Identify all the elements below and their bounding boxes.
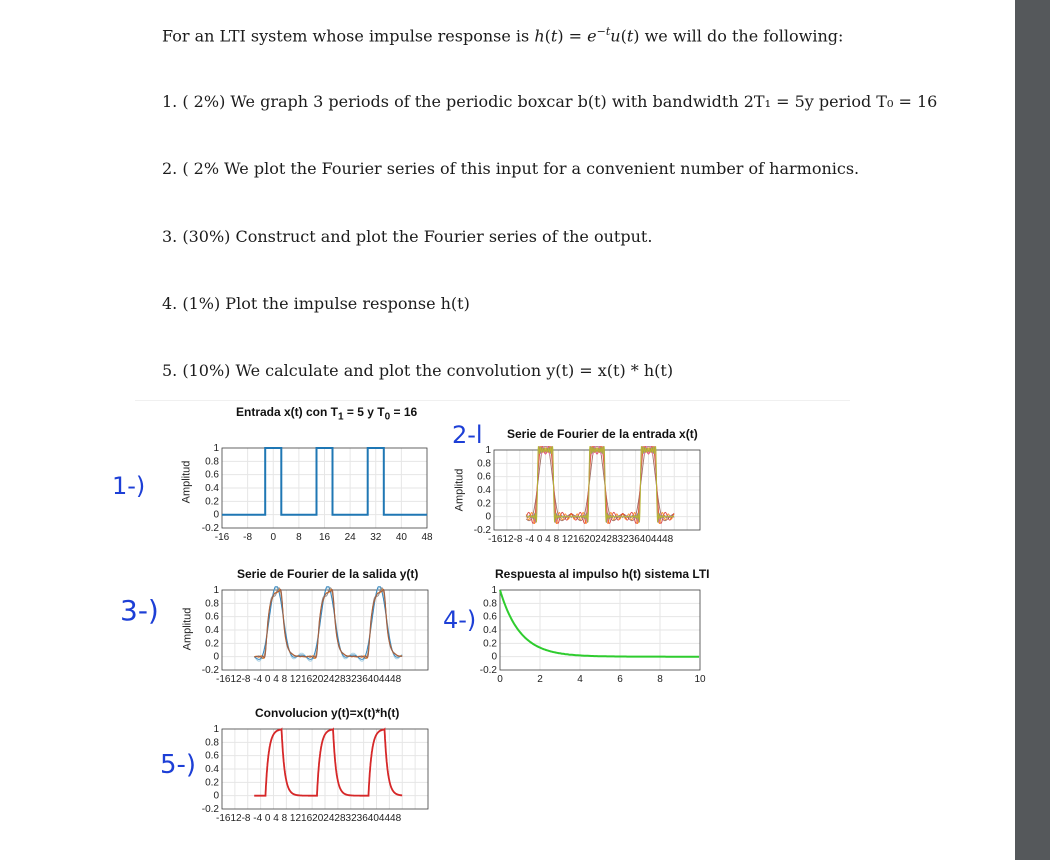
scrollbar[interactable] xyxy=(1015,0,1050,860)
y-tick-label: 0.2 xyxy=(205,496,219,508)
divider xyxy=(135,400,850,401)
x-tick-label: 8 xyxy=(657,674,663,685)
chart-convolution xyxy=(195,725,445,833)
x-tick-label: 32 xyxy=(370,532,382,543)
problem-item-4: 4. (1%) Plot the impulse response h(t) xyxy=(162,294,470,313)
y-tick-label: 0 xyxy=(485,511,491,523)
y-tick-label: 0.4 xyxy=(477,485,491,496)
y-tick-label: 0 xyxy=(213,651,219,663)
y-tick-label: -0.2 xyxy=(473,525,491,536)
problem-item-3: 3. (30%) Construct and plot the Fourier series of the output. xyxy=(162,227,653,246)
chart-output-fourier xyxy=(195,586,445,694)
y-tick-label: 0.4 xyxy=(483,625,497,636)
y-tick-label: 0 xyxy=(213,790,219,802)
y-tick-label: 1 xyxy=(213,443,219,454)
y-tick-label: 0.6 xyxy=(205,611,219,623)
y-tick-label: 1 xyxy=(213,725,219,735)
chart-impulse xyxy=(470,586,720,694)
handwritten-label-3: 3-) xyxy=(120,594,159,627)
chart-input-fourier-title: Serie de Fourier de la entrada x(t) xyxy=(507,427,698,441)
y-tick-label: 0.2 xyxy=(483,638,497,650)
x-tick-label: 48 xyxy=(421,532,433,543)
handwritten-label-5: 5-) xyxy=(160,750,197,780)
y-tick-label: 1 xyxy=(485,446,491,456)
y-tick-label: -0.2 xyxy=(201,665,219,676)
y-tick-label: 0 xyxy=(491,651,497,663)
chart-convolution-title: Convolucion y(t)=x(t)*h(t) xyxy=(255,706,400,720)
y-tick-label: 1 xyxy=(213,586,219,596)
y-tick-label: 0.2 xyxy=(477,498,491,510)
x-tick-label: 0 xyxy=(497,674,503,685)
y-tick-label: 0.8 xyxy=(205,737,219,749)
problem-item-5: 5. (10%) We calculate and plot the convolution y(t) = x(t) * h(t) xyxy=(162,361,674,380)
chart-input-title: Entrada x(t) con $T_1 = 5$ y $T_0 = 16$ xyxy=(236,405,418,423)
y-tick-label: 0.2 xyxy=(205,638,219,650)
y-tick-label: -0.2 xyxy=(479,665,497,676)
x-tick-label: 4 xyxy=(577,674,583,685)
chart-input xyxy=(195,440,445,555)
x-tick-label: -16 xyxy=(214,532,230,543)
x-tick-label: -1612-8 -4 0 4 8 12162024283236404448 xyxy=(488,534,674,545)
chart-input-fourier xyxy=(470,446,720,554)
chart-impulse-title: Respuesta al impulso h(t) sistema LTI xyxy=(495,567,710,581)
y-tick-label: -0.2 xyxy=(201,804,219,815)
x-tick-label: 0 xyxy=(270,532,277,543)
handwritten-label-2: 2-l xyxy=(452,421,483,449)
y-tick-label: 0.8 xyxy=(205,456,219,468)
chart-output-fourier-title: Serie de Fourier de la salida y(t) xyxy=(237,567,419,581)
handwritten-label-1: 1-) xyxy=(112,472,146,500)
y-tick-label: 0.6 xyxy=(205,469,219,481)
x-tick-label: 8 xyxy=(296,532,302,543)
handwritten-label-4: 4-) xyxy=(443,606,477,634)
y-tick-label: 0.4 xyxy=(205,625,219,636)
y-tick-label: 0 xyxy=(213,509,219,521)
y-tick-label: 0.6 xyxy=(483,611,497,623)
chart-output-fourier-ylabel: Amplitud xyxy=(181,607,194,651)
x-tick-label: 24 xyxy=(344,532,356,543)
problem-intro: For an LTI system whose impulse response is $h(t) = e^{-t}u(t)$ we will do the following: xyxy=(162,25,844,46)
y-tick-label: -0.2 xyxy=(201,523,219,534)
chart-input-ylabel: Amplitud xyxy=(180,460,193,504)
x-tick-label: 16 xyxy=(318,532,331,543)
y-tick-label: 0.4 xyxy=(205,483,219,494)
y-tick-label: 1 xyxy=(491,586,497,596)
y-tick-label: 0.8 xyxy=(483,598,497,610)
x-tick-label: -8 xyxy=(243,532,253,543)
problem-item-2: 2. ( 2% We plot the Fourier series of this input for a convenient number of harmonics. xyxy=(162,159,860,178)
y-tick-label: 0.2 xyxy=(205,777,219,789)
x-tick-label: 10 xyxy=(694,674,706,685)
y-tick-label: 0.6 xyxy=(477,471,491,483)
y-tick-label: 0.8 xyxy=(477,458,491,470)
x-tick-label: 6 xyxy=(617,674,623,685)
problem-item-1: 1. ( 2%) We graph 3 periods of the periodic boxcar b(t) with bandwidth 2T₁ = 5y period T₀ = 16 xyxy=(162,92,938,111)
x-tick-label: -1612-8 -4 0 4 8 12162024283236404448 xyxy=(216,674,402,685)
x-tick-label: -1612-8 -4 0 4 8 12162024283236404448 xyxy=(216,813,402,824)
chart-input-fourier-ylabel: Amplitud xyxy=(453,468,466,512)
y-tick-label: 0.6 xyxy=(205,750,219,762)
x-tick-label: 2 xyxy=(537,674,543,685)
y-tick-label: 0.4 xyxy=(205,764,219,775)
y-tick-label: 0.8 xyxy=(205,598,219,610)
x-tick-label: 40 xyxy=(395,532,407,543)
